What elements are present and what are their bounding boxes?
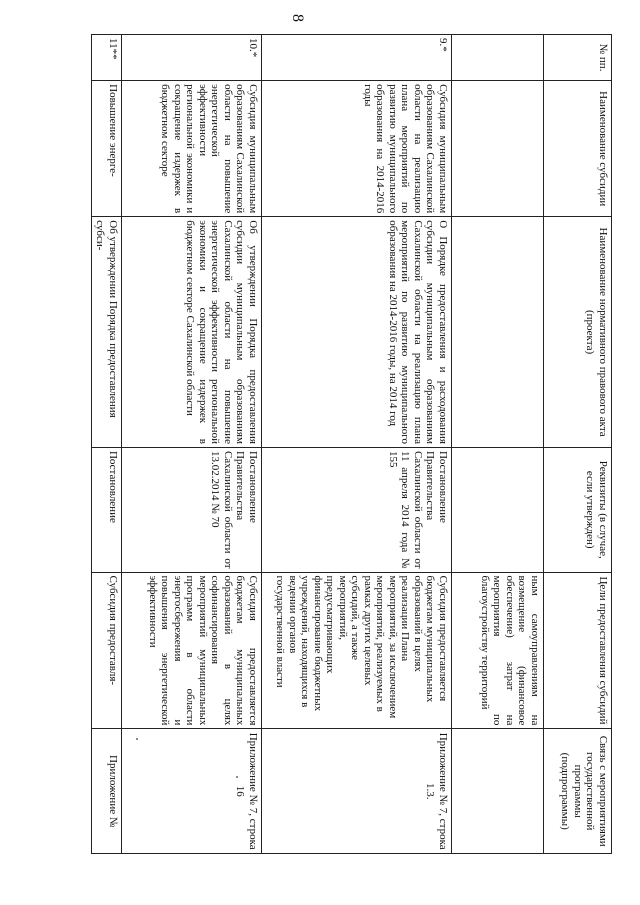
cell-link: Приложение № 7, строка 1.3. bbox=[262, 729, 452, 854]
cell-goal: Субсидия предоставляется бюджетам муниципальных образований в целях софинансирования мероприятий муниципальных программ в области энергосбережения и повышения энергетической эффективности bbox=[122, 572, 262, 729]
cell-num: 9.* bbox=[262, 35, 452, 81]
cell-requisites: Постановление bbox=[92, 447, 122, 572]
table-row-continuation bbox=[452, 35, 544, 854]
scan-speck bbox=[236, 776, 238, 778]
cell-act: Об утверждении Порядка предоставления субси- bbox=[92, 217, 122, 448]
header-act: Наименование нормативного правового акта (проекта) bbox=[544, 217, 612, 448]
header-goal: Цели предоставления субсидий bbox=[544, 572, 612, 729]
page-number: 8 bbox=[289, 14, 306, 22]
subsidy-table bbox=[91, 34, 612, 854]
scan-speck bbox=[136, 738, 138, 740]
cell-num: 10.* bbox=[122, 35, 262, 81]
table-row-10 bbox=[122, 35, 262, 854]
header-num: № пп. bbox=[544, 35, 612, 81]
header-requisites: Реквизиты (в случае, если утвержден) bbox=[544, 447, 612, 572]
cell-link: Приложение № bbox=[92, 729, 122, 854]
header-link: Связь с мероприятиями государственной программы (подпрограммы) bbox=[544, 729, 612, 854]
cell-empty bbox=[452, 729, 544, 854]
cell-act: О Порядке предоставления и расходования субсидии муниципальным образованиям Сахалинской области на реализацию плана мероприятий по развитию муниципального образования на 2014-2016 годы, на 2014 год bbox=[262, 217, 452, 448]
cell-act: Об утверждении Порядка предоставления субсидии муниципальным образованиям Сахалинской области на повышение энергетической эффективности региональной экономики и сокращение издержек в бюджетном секторе Сахалинской области bbox=[122, 217, 262, 448]
cell-requisites: Постановление Правительства Сахалинской области от 13.02.2014 № 70 bbox=[122, 447, 262, 572]
cell-empty bbox=[452, 447, 544, 572]
cell-empty bbox=[452, 81, 544, 217]
table-header-row bbox=[544, 35, 612, 854]
cell-goal: Субсидия предоставляется бюджетам муниципальных образований в целях реализации Плана мероприятий, за исключением мероприятий, реализуемых в рамках других целевых субсидий, а также мероприятий, предусматривающих финансирование бюджетных учреждений, находящихся в ведении органов государственной власти bbox=[262, 572, 452, 729]
table-row-9 bbox=[262, 35, 452, 854]
rotated-table-sheet bbox=[94, 34, 612, 854]
cell-name: Субсидия муниципальным образованиям Сахалинской области на реализацию плана мероприятий по развитию муниципального образования на 2014-2016 годы bbox=[262, 81, 452, 217]
cell-num: 11** bbox=[92, 35, 122, 81]
header-name: Наименование субсидии bbox=[544, 81, 612, 217]
cell-requisites: Постановление Правительства Сахалинской области от 11 апреля 2014 года № 155 bbox=[262, 447, 452, 572]
table-row-11 bbox=[92, 35, 122, 854]
cell-empty bbox=[452, 35, 544, 81]
cell-name: Субсидия муниципальным образованиям Сахалинской области на повышение энергетической эффективности региональной экономики и сокращение издержек в бюджетном секторе bbox=[122, 81, 262, 217]
cell-link: Приложение № 7, строка 16 bbox=[122, 729, 262, 854]
cell-name: Повышение энерге- bbox=[92, 81, 122, 217]
cell-goal: Субсидия предоставля- bbox=[92, 572, 122, 729]
cell-goal: ным самоуправлениям на возмещение (финансовое обеспечение) затрат на мероприятия по благоустройству территорий bbox=[452, 572, 544, 729]
cell-empty bbox=[452, 217, 544, 448]
